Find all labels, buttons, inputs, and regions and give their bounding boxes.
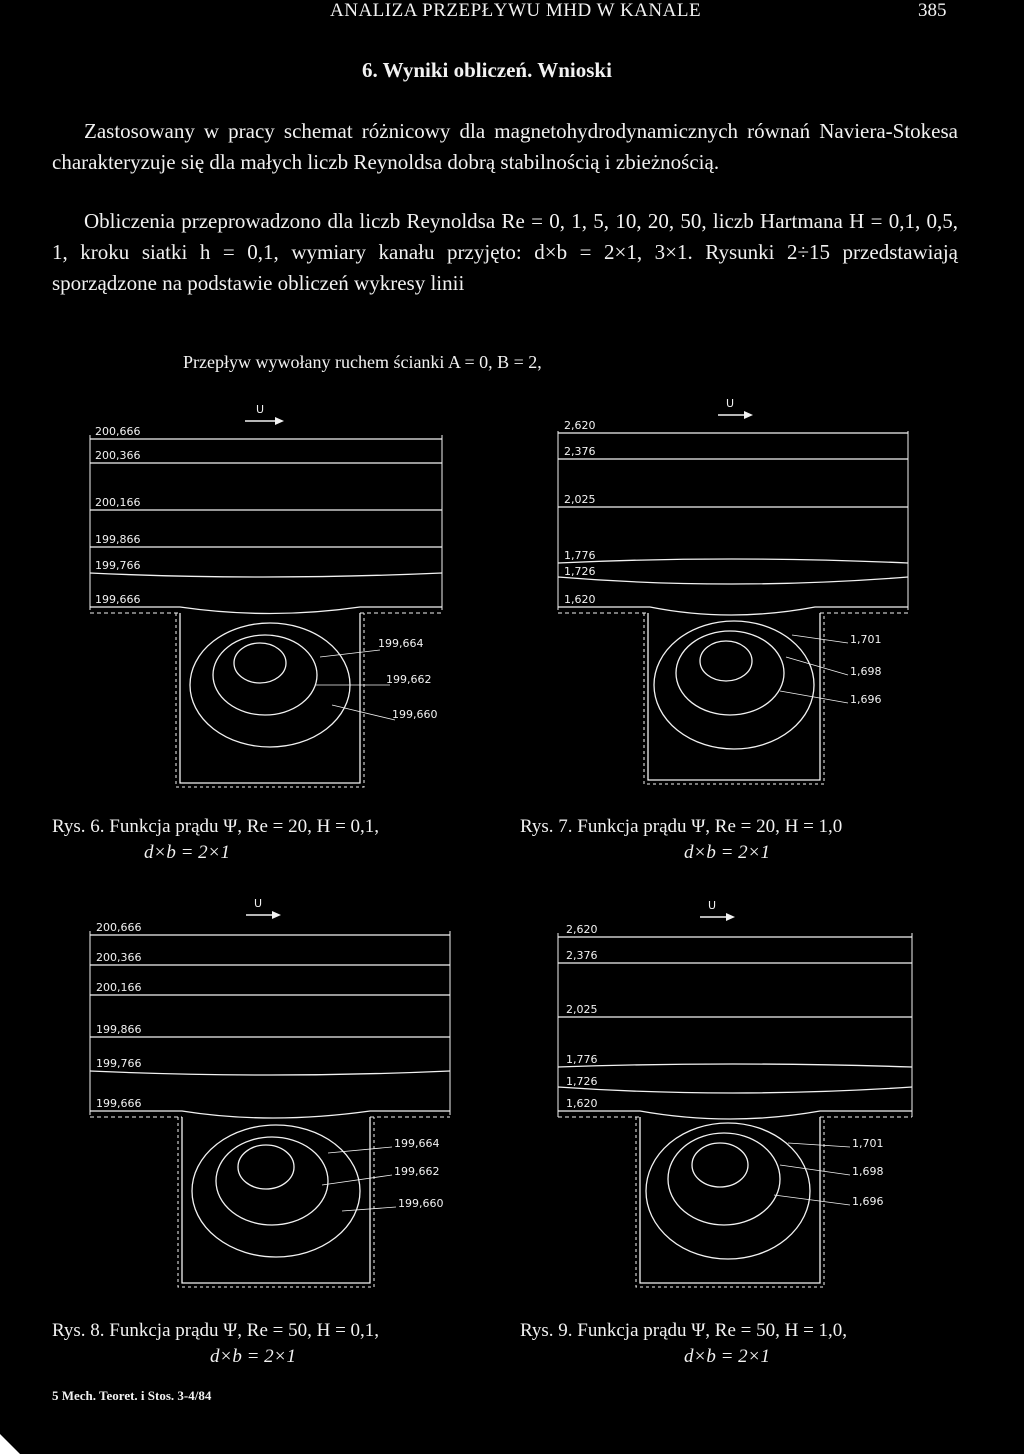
streamline — [558, 559, 908, 563]
streamline-label: 1,620 — [564, 593, 596, 606]
footer-note: 5 Mech. Teoret. i Stos. 3-4/84 — [52, 1388, 212, 1403]
page-number: 385 — [918, 0, 947, 21]
caption-line: d×b = 2×1 — [144, 842, 230, 863]
cavity-label: 1,701 — [850, 633, 882, 646]
leader-line — [342, 1207, 396, 1211]
cavity-label: 199,660 — [392, 708, 438, 721]
velocity-label: U — [254, 897, 263, 910]
streamline-label: 1,726 — [564, 565, 596, 578]
cavity-label: 199,662 — [386, 673, 432, 686]
streamline-label: 1,776 — [564, 549, 596, 562]
streamline-label: 199,866 — [95, 533, 141, 546]
vortex-contour — [668, 1133, 780, 1225]
streamline-label: 199,866 — [96, 1023, 142, 1036]
streamline — [90, 573, 442, 577]
streamline-label: 1,726 — [566, 1075, 598, 1088]
streamline-label: 200,366 — [96, 951, 142, 964]
streamline-label: 1,776 — [566, 1053, 598, 1066]
streamline-label: 2,620 — [566, 923, 598, 936]
leader-line — [320, 650, 380, 657]
streamline — [90, 1111, 450, 1118]
cavity-label: 1,701 — [852, 1137, 884, 1150]
caption-rys6 — [52, 814, 379, 866]
velocity-label: U — [726, 397, 735, 410]
streamline-label: 2,025 — [566, 1003, 598, 1016]
figure-rys9 — [530, 895, 950, 1300]
cavity-wall — [182, 1117, 370, 1283]
streamline-plot — [530, 895, 950, 1300]
cavity-wall — [180, 613, 360, 783]
vortex-contour — [676, 631, 784, 715]
streamline-plot — [60, 895, 480, 1300]
streamline — [558, 1087, 912, 1093]
caption-rys7 — [520, 814, 842, 866]
vortex-contour — [238, 1145, 294, 1189]
figure-rys7 — [530, 395, 950, 805]
streamline-label: 199,666 — [96, 1097, 142, 1110]
cavity-label: 199,664 — [378, 637, 424, 650]
caption-line: Rys. 9. Funkcja prądu Ψ, Re = 50, H = 1,0, — [520, 1320, 848, 1341]
vortex-contour — [213, 635, 317, 715]
figure-rys6 — [60, 395, 480, 805]
leader-line — [322, 1175, 392, 1185]
velocity-label: U — [708, 899, 717, 912]
caption-rys9 — [520, 1318, 847, 1370]
cavity-label: 1,696 — [850, 693, 882, 706]
streamline-label: 2,025 — [564, 493, 596, 506]
streamline-label: 2,376 — [566, 949, 598, 962]
caption-line: d×b = 2×1 — [210, 1346, 296, 1367]
leader-line — [788, 1143, 850, 1147]
streamline-label: 200,666 — [95, 425, 141, 438]
leader-line — [328, 1147, 392, 1153]
vortex-contour — [692, 1143, 748, 1187]
streamline-plot — [60, 395, 480, 805]
streamline-plot — [530, 395, 950, 805]
cavity-wall — [640, 1117, 820, 1283]
caption-line: Rys. 7. Funkcja prądu Ψ, Re = 20, H = 1,0 — [520, 816, 843, 837]
streamline-label: 2,376 — [564, 445, 596, 458]
cavity-wall — [648, 613, 820, 780]
cavity-label: 1,698 — [850, 665, 882, 678]
leader-line — [774, 1195, 850, 1205]
caption-line: d×b = 2×1 — [684, 1346, 770, 1367]
figure-group-caption: Przepływ wywołany ruchem ścianki A = 0, B = 2, — [183, 352, 542, 372]
vortex-contour — [234, 643, 286, 683]
velocity-arrow-head — [726, 913, 735, 921]
cavity-label: 199,664 — [394, 1137, 440, 1150]
vortex-contour — [700, 641, 752, 681]
paragraph-1: Zastosowany w pracy schemat różnicowy dla magnetohydrodynamicznych równań Naviera-Stokesa charakteryzuje się dla małych liczb Reynoldsa dobrą stabilnością i zbieżnością. — [52, 119, 958, 174]
cavity-label: 199,660 — [398, 1197, 444, 1210]
streamline-label: 199,666 — [95, 593, 141, 606]
streamline-label: 200,166 — [96, 981, 142, 994]
velocity-arrow-head — [272, 911, 281, 919]
streamline — [558, 607, 908, 615]
streamline-label: 200,666 — [96, 921, 142, 934]
velocity-arrow-head — [744, 411, 753, 419]
streamline — [558, 1111, 912, 1119]
section-title: 6. Wyniki obliczeń. Wnioski — [362, 58, 612, 82]
cavity-hatch — [176, 613, 364, 787]
velocity-label: U — [256, 403, 265, 416]
caption-rys8 — [52, 1318, 379, 1370]
leader-line — [780, 1165, 850, 1175]
cavity-hatch — [178, 1117, 374, 1287]
running-head: ANALIZA PRZEPŁYWU MHD W KANALE — [330, 0, 702, 21]
cavity-label: 1,696 — [852, 1195, 884, 1208]
caption-line: d×b = 2×1 — [684, 842, 770, 863]
vortex-contour — [216, 1137, 328, 1225]
streamline-label: 200,166 — [95, 496, 141, 509]
streamline — [558, 577, 908, 584]
paragraph-2: Obliczenia przeprowadzono dla liczb Reynoldsa Re = 0, 1, 5, 10, 20, 50, liczb Hartmana H = 0,1, 0,5, 1, kroku siatki h = 0,1, wymiary kanału przyjęto: d×b = 2×1, 3×1. Rysunki 2÷15 przedstawiają sporządzone na podstawie obliczeń wykresy linii — [52, 209, 958, 295]
cavity-hatch — [636, 1117, 824, 1287]
velocity-arrow-head — [275, 417, 284, 425]
caption-line: Rys. 6. Funkcja prądu Ψ, Re = 20, H = 0,1, — [52, 816, 380, 837]
cavity-hatch — [644, 613, 824, 784]
streamline-label: 2,620 — [564, 419, 596, 432]
leader-line — [786, 657, 848, 675]
figure-rys8 — [60, 895, 480, 1300]
streamline — [558, 1064, 912, 1067]
caption-line: Rys. 8. Funkcja prądu Ψ, Re = 50, H = 0,1, — [52, 1320, 380, 1341]
cavity-label: 199,662 — [394, 1165, 440, 1178]
page-corner — [0, 1434, 20, 1454]
streamline-label: 199,766 — [96, 1057, 142, 1070]
streamline-label: 200,366 — [95, 449, 141, 462]
streamline-label: 1,620 — [566, 1097, 598, 1110]
streamline — [90, 1071, 450, 1075]
streamline-label: 199,766 — [95, 559, 141, 572]
cavity-label: 1,698 — [852, 1165, 884, 1178]
